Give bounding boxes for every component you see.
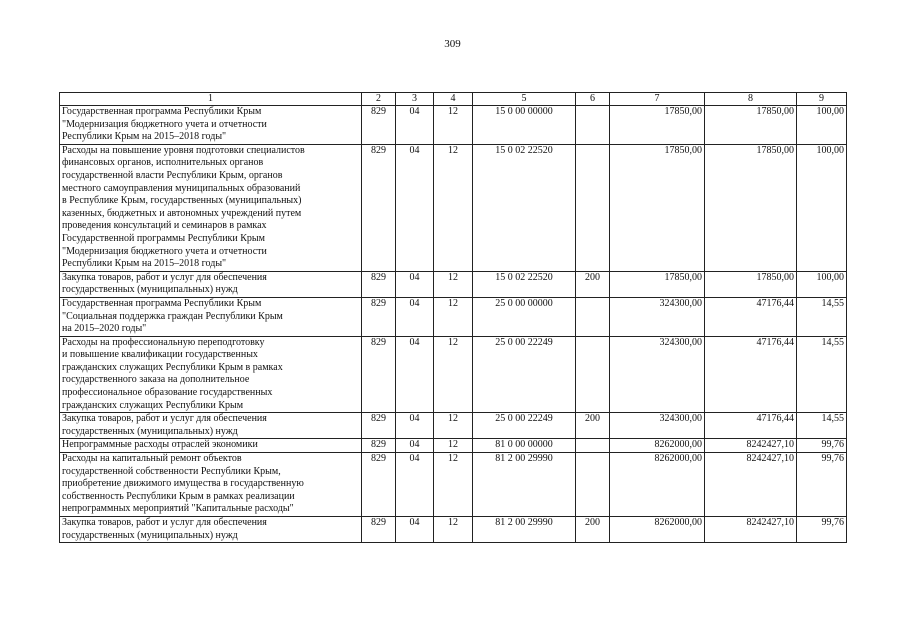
- expense-type-cell: [576, 439, 610, 453]
- executed-amount-cell: 8242427,10: [705, 453, 797, 517]
- description-line: государственной собственности Республики Крым,: [62, 465, 281, 477]
- row-description: [60, 106, 362, 145]
- row-description: [60, 271, 362, 297]
- budget-table: [59, 92, 847, 543]
- description-line: и повышение квалификации государственных: [62, 349, 258, 361]
- description-line: "Модернизация бюджетного учета и отчетности: [62, 118, 267, 130]
- ministry-code-cell: 829: [362, 144, 396, 271]
- executed-amount-cell: 47176,44: [705, 413, 797, 439]
- planned-amount-cell: 8262000,00: [610, 453, 705, 517]
- header-row: [60, 93, 847, 106]
- table-row: [60, 517, 847, 543]
- description-line: Закупка товаров, работ и услуг для обеспечения: [62, 517, 267, 528]
- table-row: [60, 297, 847, 336]
- description-line: гражданских служащих Республики Крым в рамках: [62, 361, 283, 373]
- executed-amount-cell: 17850,00: [705, 271, 797, 297]
- subsection-code-cell: 12: [434, 106, 473, 145]
- table-row: [60, 413, 847, 439]
- executed-amount-cell: 17850,00: [705, 106, 797, 145]
- column-header: 2: [362, 93, 396, 106]
- row-description: [60, 439, 362, 453]
- planned-amount-cell: 8262000,00: [610, 439, 705, 453]
- description-line: приобретение движимого имущества в государственную: [62, 478, 304, 490]
- description-line: гражданских служащих Республики Крым: [62, 399, 244, 411]
- table-row: [60, 271, 847, 297]
- ministry-code-cell: 829: [362, 297, 396, 336]
- execution-percent-cell: 14,55: [797, 336, 847, 413]
- description-line: проведения консультаций и семинаров в рамках: [62, 220, 267, 232]
- ministry-code-cell: 829: [362, 517, 396, 543]
- section-code-cell: 04: [396, 106, 434, 145]
- column-header: 7: [610, 93, 705, 106]
- table-row: [60, 144, 847, 271]
- execution-percent-cell: 100,00: [797, 144, 847, 271]
- description-line: "Социальная поддержка граждан Республики Крым: [62, 310, 283, 322]
- subsection-code-cell: 12: [434, 517, 473, 543]
- table-row: [60, 336, 847, 413]
- description-line: Республики Крым на 2015–2018 годы": [62, 131, 227, 143]
- section-code-cell: 04: [396, 271, 434, 297]
- section-code-cell: 04: [396, 413, 434, 439]
- table-row: [60, 439, 847, 453]
- execution-percent-cell: 99,76: [797, 453, 847, 517]
- planned-amount-cell: 324300,00: [610, 336, 705, 413]
- ministry-code-cell: 829: [362, 453, 396, 517]
- subsection-code-cell: 12: [434, 144, 473, 271]
- target-article-cell: 25 0 00 22249: [473, 336, 576, 413]
- executed-amount-cell: 47176,44: [705, 297, 797, 336]
- column-header: 4: [434, 93, 473, 106]
- executed-amount-cell: 8242427,10: [705, 517, 797, 543]
- column-header: 6: [576, 93, 610, 106]
- description-line: Расходы на профессиональную переподготовку: [62, 336, 265, 348]
- ministry-code-cell: 829: [362, 106, 396, 145]
- row-description: [60, 517, 362, 543]
- description-line: Государственная программа Республики Крым: [62, 297, 262, 309]
- row-description: [60, 336, 362, 413]
- execution-percent-cell: 14,55: [797, 297, 847, 336]
- target-article-cell: 81 2 00 29990: [473, 453, 576, 517]
- subsection-code-cell: 12: [434, 271, 473, 297]
- executed-amount-cell: 17850,00: [705, 144, 797, 271]
- subsection-code-cell: 12: [434, 413, 473, 439]
- description-line: Расходы на повышение уровня подготовки специалистов: [62, 144, 305, 156]
- description-line: финансовых органов, исполнительных органов: [62, 157, 264, 169]
- expense-type-cell: [576, 297, 610, 336]
- subsection-code-cell: 12: [434, 439, 473, 453]
- execution-percent-cell: 100,00: [797, 106, 847, 145]
- subsection-code-cell: 12: [434, 336, 473, 413]
- ministry-code-cell: 829: [362, 271, 396, 297]
- planned-amount-cell: 8262000,00: [610, 517, 705, 543]
- column-header: 9: [797, 93, 847, 106]
- section-code-cell: 04: [396, 453, 434, 517]
- description-line: Государственной программы Республики Крым: [62, 232, 265, 244]
- target-article-cell: 81 2 00 29990: [473, 517, 576, 543]
- target-article-cell: 81 0 00 00000: [473, 439, 576, 453]
- execution-percent-cell: 99,76: [797, 439, 847, 453]
- description-line: непрограммных мероприятий "Капитальные расходы": [62, 503, 294, 515]
- description-line: Расходы на капитальный ремонт объектов: [62, 453, 242, 465]
- execution-percent-cell: 14,55: [797, 413, 847, 439]
- section-code-cell: 04: [396, 517, 434, 543]
- expense-type-cell: 200: [576, 271, 610, 297]
- expense-type-cell: 200: [576, 413, 610, 439]
- target-article-cell: 25 0 00 00000: [473, 297, 576, 336]
- expense-type-cell: [576, 144, 610, 271]
- planned-amount-cell: 17850,00: [610, 271, 705, 297]
- section-code-cell: 04: [396, 336, 434, 413]
- description-line: Непрограммные расходы отраслей экономики: [62, 439, 258, 451]
- planned-amount-cell: 324300,00: [610, 297, 705, 336]
- column-header: 3: [396, 93, 434, 106]
- row-description: [60, 144, 362, 271]
- description-line: профессиональное образование государственных: [62, 387, 273, 399]
- column-header: 1: [60, 93, 362, 106]
- expense-type-cell: 200: [576, 517, 610, 543]
- description-line: государственных (муниципальных) нужд: [62, 425, 238, 437]
- column-header: 8: [705, 93, 797, 106]
- ministry-code-cell: 829: [362, 439, 396, 453]
- description-line: государственного заказа на дополнительное: [62, 374, 250, 386]
- subsection-code-cell: 12: [434, 297, 473, 336]
- target-article-cell: 15 0 02 22520: [473, 144, 576, 271]
- description-line: Закупка товаров, работ и услуг для обеспечения: [62, 271, 267, 283]
- column-header: 5: [473, 93, 576, 106]
- description-line: государственной власти Республики Крым, органов: [62, 169, 283, 181]
- row-description: [60, 297, 362, 336]
- description-line: государственных (муниципальных) нужд: [62, 284, 238, 296]
- target-article-cell: 15 0 00 00000: [473, 106, 576, 145]
- table-row: [60, 106, 847, 145]
- description-line: "Модернизация бюджетного учета и отчетности: [62, 245, 267, 257]
- description-line: казенных, бюджетных и автономных учреждений путем: [62, 207, 302, 219]
- execution-percent-cell: 100,00: [797, 271, 847, 297]
- description-line: Государственная программа Республики Крым: [62, 106, 262, 117]
- ministry-code-cell: 829: [362, 336, 396, 413]
- section-code-cell: 04: [396, 439, 434, 453]
- page-number: 309: [444, 38, 461, 50]
- executed-amount-cell: 8242427,10: [705, 439, 797, 453]
- subsection-code-cell: 12: [434, 453, 473, 517]
- target-article-cell: 25 0 00 22249: [473, 413, 576, 439]
- planned-amount-cell: 324300,00: [610, 413, 705, 439]
- target-article-cell: 15 0 02 22520: [473, 271, 576, 297]
- description-line: на 2015–2020 годы": [62, 323, 147, 335]
- section-code-cell: 04: [396, 297, 434, 336]
- execution-percent-cell: 99,76: [797, 517, 847, 543]
- row-description: [60, 413, 362, 439]
- executed-amount-cell: 47176,44: [705, 336, 797, 413]
- ministry-code-cell: 829: [362, 413, 396, 439]
- row-description: [60, 453, 362, 517]
- description-line: собственность Республики Крым в рамках реализации: [62, 490, 295, 502]
- expense-type-cell: [576, 106, 610, 145]
- description-line: местного самоуправления муниципальных образований: [62, 182, 301, 194]
- description-line: в Республике Крым, государственных (муниципальных): [62, 195, 302, 207]
- description-line: Республики Крым на 2015–2018 годы": [62, 258, 227, 270]
- description-line: Закупка товаров, работ и услуг для обеспечения: [62, 413, 267, 425]
- planned-amount-cell: 17850,00: [610, 144, 705, 271]
- description-line: государственных (муниципальных) нужд: [62, 529, 238, 541]
- planned-amount-cell: 17850,00: [610, 106, 705, 145]
- expense-type-cell: [576, 336, 610, 413]
- expense-type-cell: [576, 453, 610, 517]
- section-code-cell: 04: [396, 144, 434, 271]
- table-row: [60, 453, 847, 517]
